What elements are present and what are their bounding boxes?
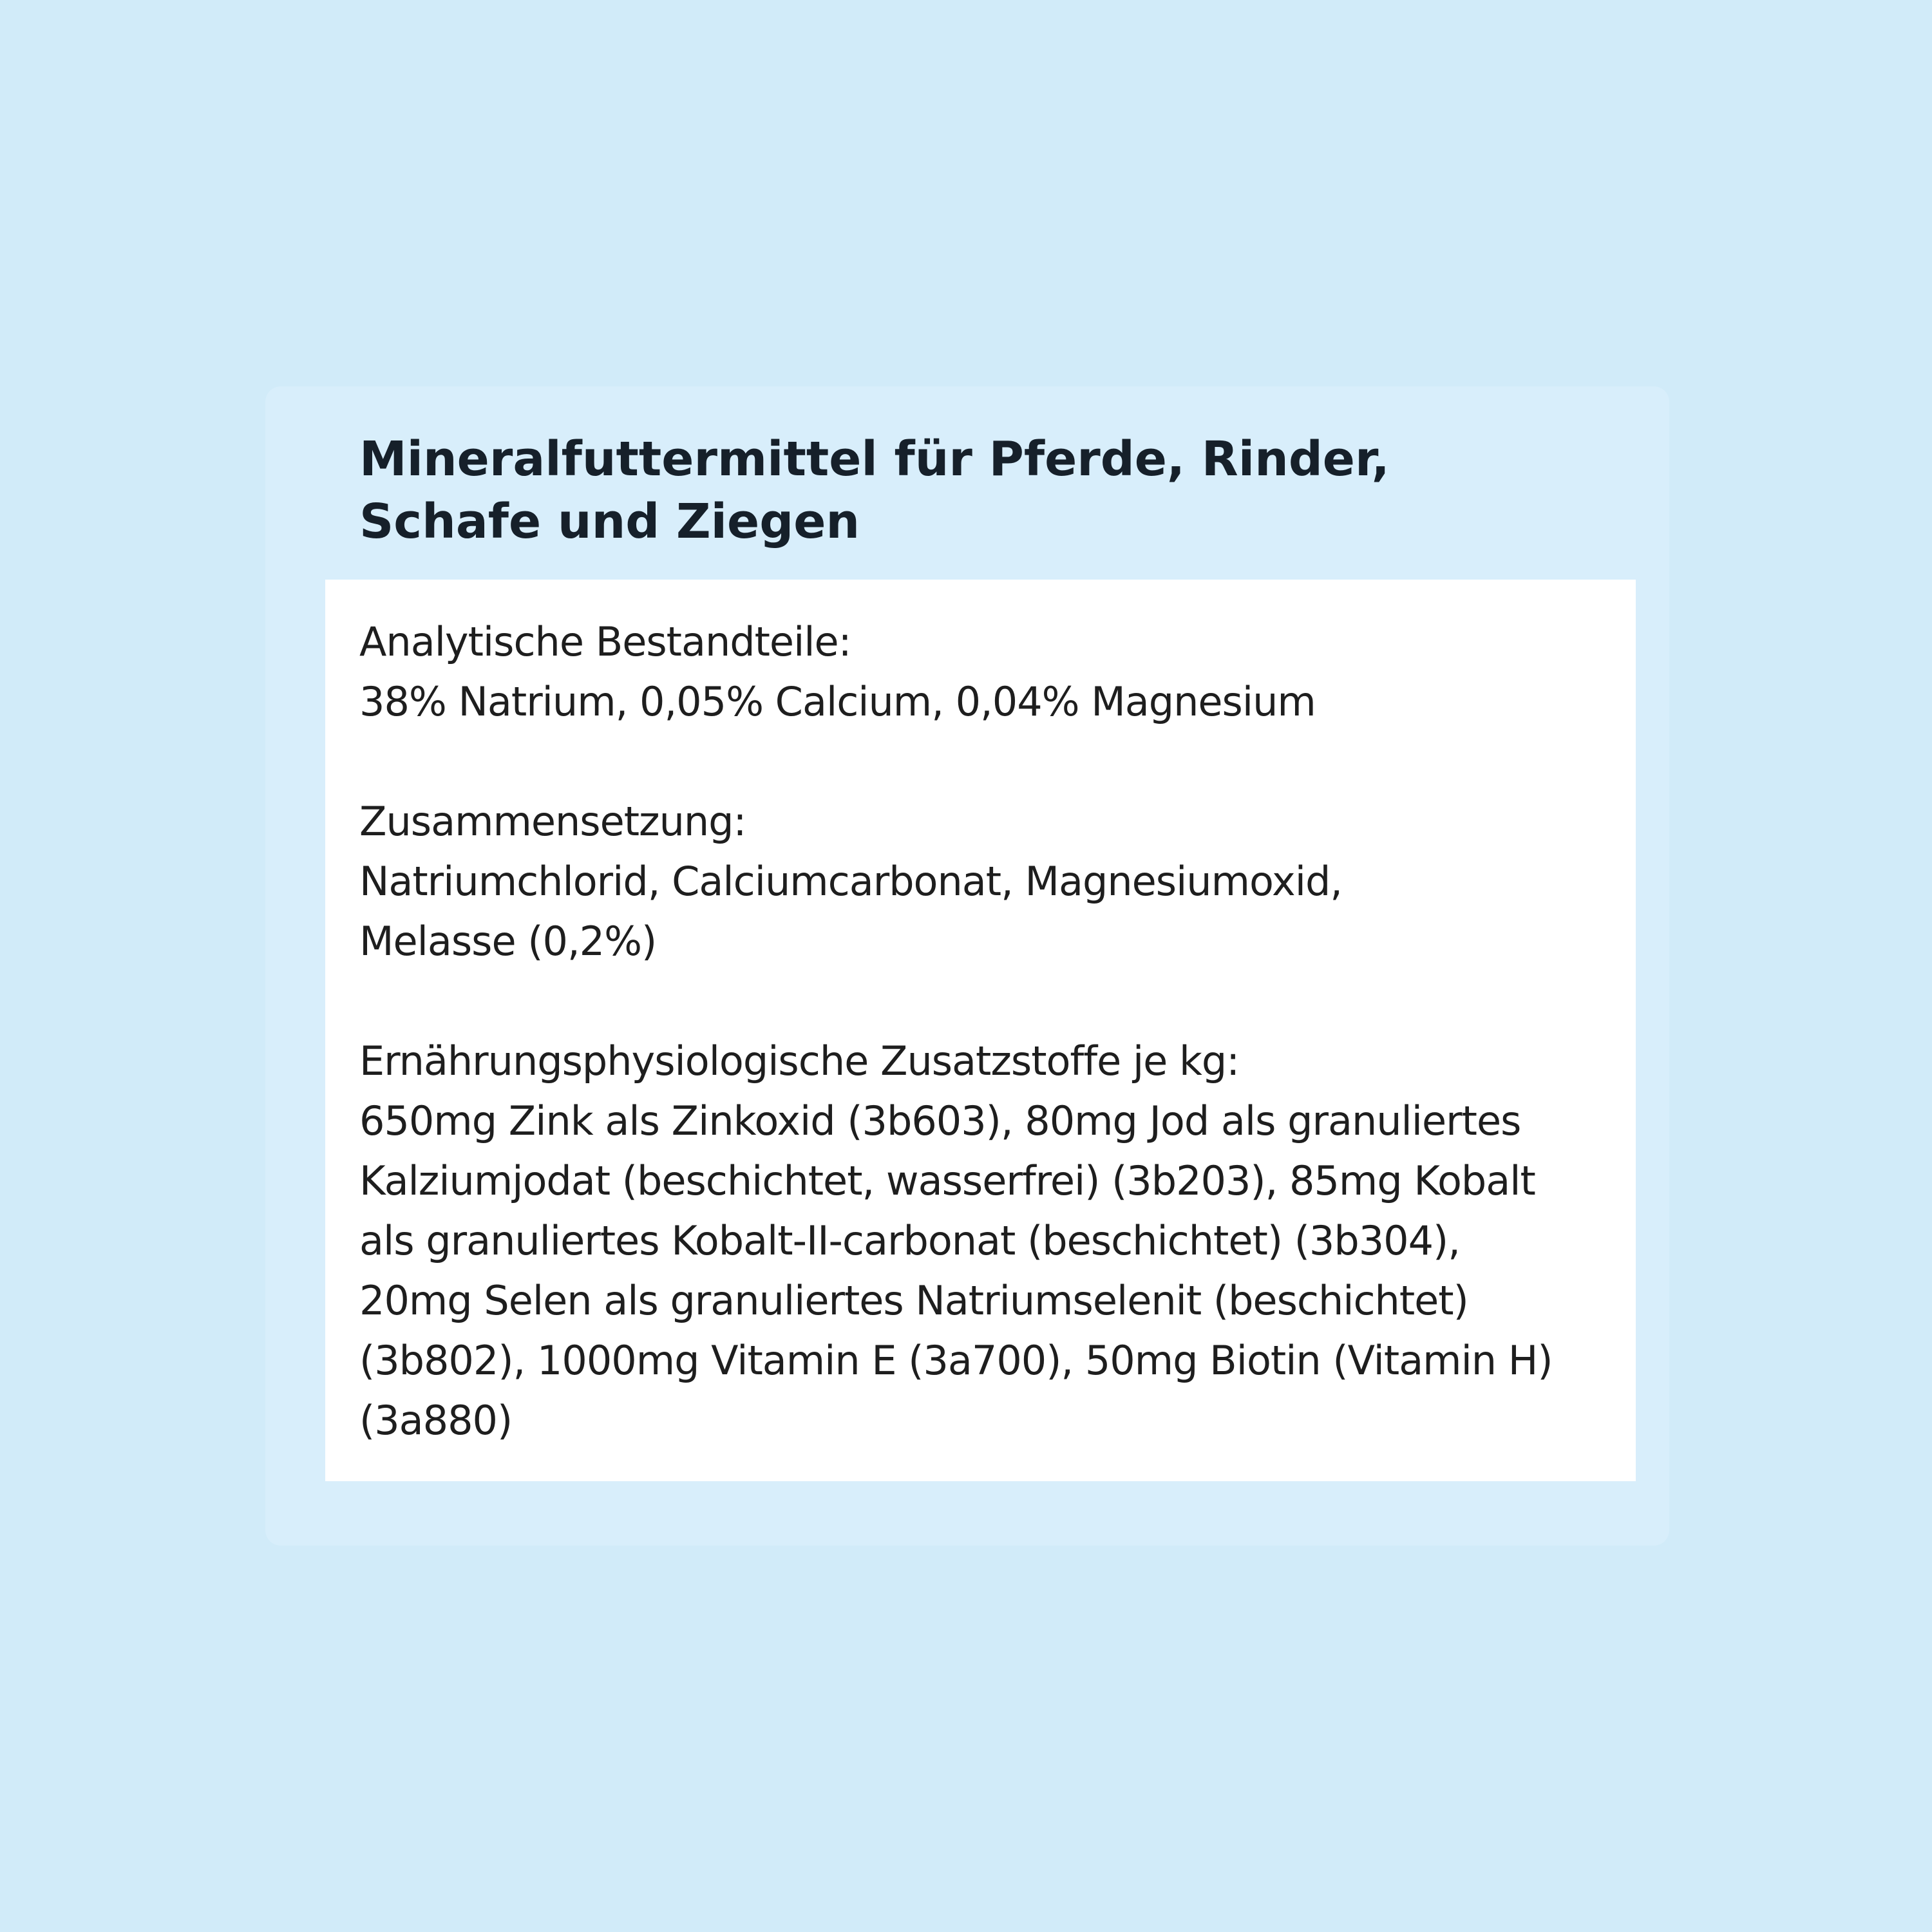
section-line: (3a880) [359, 1397, 513, 1444]
label-title [359, 428, 1776, 553]
section-line: Natriumchlorid, Calciumcarbonat, Magnesiumoxid, [359, 858, 1343, 905]
section-heading: Zusammensetzung: [359, 798, 746, 845]
section-line: 20mg Selen als granuliertes Natriumselenit (beschichtet) [359, 1277, 1468, 1324]
title-line-1: Mineralfuttermittel für Pferde, Rinder, [359, 431, 1390, 487]
composition-section [359, 791, 1647, 971]
section-line: Kalziumjodat (beschichtet, wasserfrei) (3b203), 85mg Kobalt [359, 1157, 1535, 1204]
section-line: 38% Natrium, 0,05% Calcium, 0,04% Magnesium [359, 678, 1316, 725]
analytical-constituents-section [359, 612, 1647, 732]
section-line: Melasse (0,2%) [359, 918, 657, 965]
section-line: als granuliertes Kobalt-II-carbonat (beschichtet) (3b304), [359, 1217, 1460, 1264]
title-line-2: Schafe und Ziegen [359, 494, 860, 549]
section-heading: Analytische Bestandteile: [359, 618, 851, 665]
section-line: 650mg Zink als Zinkoxid (3b603), 80mg Jod als granuliertes [359, 1097, 1521, 1144]
section-heading: Ernährungsphysiologische Zusatzstoffe je kg: [359, 1037, 1240, 1084]
nutritional-additives-section [359, 1031, 1647, 1450]
label-text [359, 612, 1647, 1510]
section-line: (3b802), 1000mg Vitamin E (3a700), 50mg Biotin (Vitamin H) [359, 1337, 1553, 1384]
